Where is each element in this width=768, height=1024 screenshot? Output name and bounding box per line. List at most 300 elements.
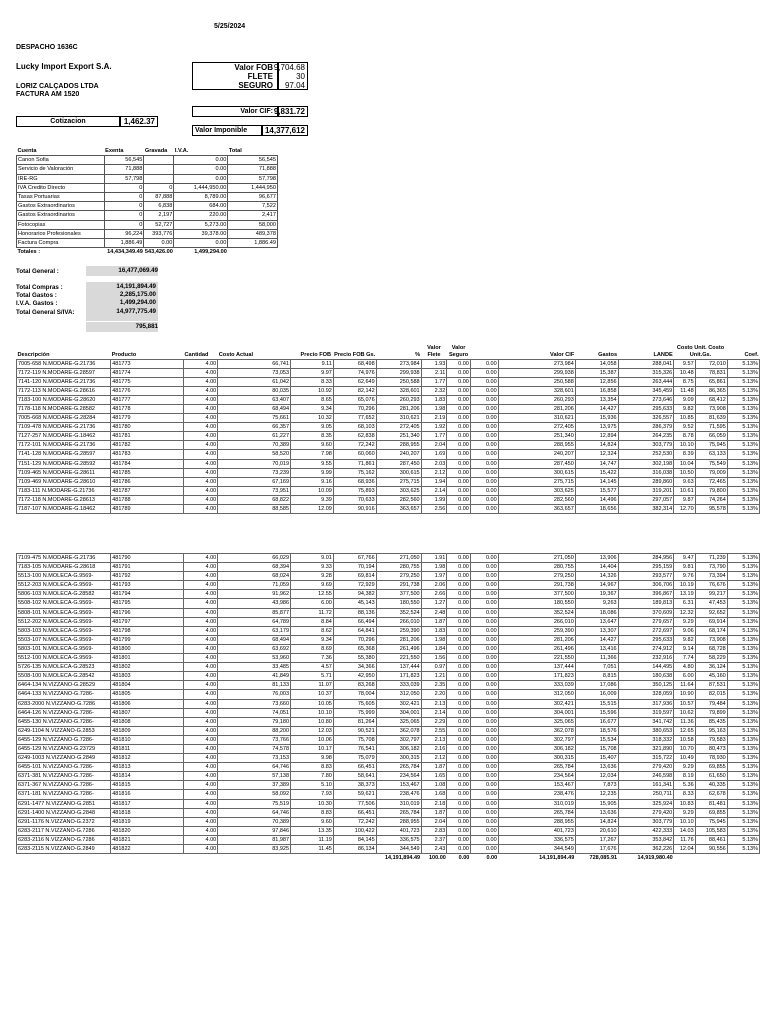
detail-cell: 481819 (111, 817, 184, 826)
detail-cell: 71,595 (695, 423, 727, 432)
detail-cell: 66,029 (218, 554, 291, 563)
detail-cell: 401,723 (498, 826, 575, 835)
detail-cell: 2.37 (421, 835, 447, 844)
detail-cell: 17,676 (575, 845, 618, 854)
detail-cell: 481778 (111, 404, 184, 413)
detail-cell: 11.36 (674, 717, 695, 726)
detail-cell: 4.00 (184, 817, 218, 826)
detail-cell: 0.00 (447, 359, 471, 368)
detail-cell: 281,206 (498, 404, 575, 413)
detail-cell: 9.55 (291, 459, 334, 468)
detail-cell: 279,420 (618, 808, 674, 817)
detail-header: % (415, 351, 421, 358)
detail-cell: 0.00 (447, 505, 471, 514)
detail-cell: 11.19 (291, 835, 334, 844)
detail-cell: 481802 (111, 663, 184, 672)
gastos-cell: IVA Credito Directo (17, 183, 105, 192)
detail-cell: 315,326 (618, 368, 674, 377)
detail-cell: 8.84 (291, 617, 334, 626)
detail-cell: 10.57 (674, 699, 695, 708)
detail-cell: 75,999 (333, 708, 376, 717)
detail-cell: 0.00 (447, 644, 471, 653)
detail-cell: 481818 (111, 808, 184, 817)
detail-cell: 86,134 (333, 845, 376, 854)
detail-cell: 286,379 (618, 423, 674, 432)
detail-cell: 4.00 (184, 735, 218, 744)
gastos-row (17, 211, 278, 220)
gastos-cell: 0 (144, 183, 174, 192)
detail-cell: 4.00 (184, 826, 218, 835)
detail-cell: 41,849 (218, 672, 291, 681)
detail-cell: 328,059 (618, 690, 674, 699)
detail-cell: 9.09 (674, 395, 695, 404)
detail-cell: 0.00 (447, 681, 471, 690)
detail-cell: 266,010 (498, 617, 575, 626)
detail-cell: 345,459 (618, 386, 674, 395)
detail-cell: 34,366 (333, 663, 376, 672)
detail-cell: 2.83 (421, 826, 447, 835)
detail-cell: 6464-126 N.VIZZANO-G.7286- (17, 708, 111, 717)
detail-table-1 (16, 343, 760, 514)
detail-cell: 9,263 (575, 599, 618, 608)
detail-cell: 79,899 (695, 708, 727, 717)
detail-cell: 481773 (111, 359, 184, 368)
detail-cell: 57,138 (218, 772, 291, 781)
detail-cell: 75,162 (333, 468, 376, 477)
detail-cell: 9.76 (674, 572, 695, 581)
detail-cell: 10.85 (674, 414, 695, 423)
detail-row (17, 386, 760, 395)
gastos-cell: 52,727 (144, 220, 174, 229)
detail-cell: 274,912 (618, 644, 674, 653)
detail-cell: 279,250 (376, 572, 421, 581)
detail-cell: 5.13% (727, 654, 759, 663)
detail-cell: 310,019 (498, 799, 575, 808)
detail-cell: 9.87 (674, 495, 695, 504)
gastos-cell: Gastos Extraordinarios (17, 202, 105, 211)
detail-cell: 8.69 (291, 644, 334, 653)
detail-cell: 15,407 (575, 754, 618, 763)
detail-cell: 7.74 (674, 654, 695, 663)
detail-cell: 260,293 (498, 395, 575, 404)
detail-cell: 5.13% (727, 386, 759, 395)
gastos-header: I.V.A. (174, 148, 189, 154)
detail-cell: 0.00 (447, 826, 471, 835)
gastos-cell: 71,888 (228, 165, 278, 174)
detail-cell: 481785 (111, 468, 184, 477)
detail-cell: 153,467 (498, 781, 575, 790)
detail-cell: 5.13% (727, 608, 759, 617)
detail-cell: 250,711 (618, 790, 674, 799)
detail-cell: 293,577 (618, 572, 674, 581)
detail-cell: 99,217 (695, 590, 727, 599)
detail-cell: 481797 (111, 617, 184, 626)
detail-cell: 66,059 (695, 432, 727, 441)
detail-cell: 75,708 (333, 735, 376, 744)
detail-cell: 10.09 (291, 486, 334, 495)
detail-cell: 0.00 (447, 608, 471, 617)
detail-cell: 2.29 (421, 717, 447, 726)
detail-total-cell: 0.00 (458, 855, 470, 862)
detail-cell: 481777 (111, 395, 184, 404)
gastos-row (17, 174, 278, 183)
detail-cell: 0.00 (447, 799, 471, 808)
detail-cell: 0.00 (470, 599, 498, 608)
detail-cell: 73,790 (695, 563, 727, 572)
gastos-total-cell: 1,499,294.00 (194, 249, 227, 256)
detail-cell: 1.27 (421, 599, 447, 608)
detail-row (17, 635, 760, 644)
detail-row (17, 717, 760, 726)
detail-total-cell: 100.00 (428, 855, 446, 862)
detail-cell: 5.13% (727, 690, 759, 699)
detail-cell: 0.00 (447, 817, 471, 826)
detail-cell: 0.00 (470, 735, 498, 744)
detail-cell: 6455-129 N.VIZZANO-G.23729 (17, 744, 111, 753)
detail-cell: 7.98 (291, 450, 334, 459)
gastos-cell: 684.00 (174, 202, 228, 211)
detail-cell: 8.83 (291, 808, 334, 817)
detail-cell: 4.00 (184, 590, 218, 599)
detail-cell: 291,738 (376, 581, 421, 590)
detail-cell: 1.84 (421, 644, 447, 653)
gastos-cell: 96,677 (228, 193, 278, 202)
detail-cell: 238,476 (376, 790, 421, 799)
detail-cell: 325,924 (618, 799, 674, 808)
detail-cell: 36,124 (695, 663, 727, 672)
detail-cell: 1.97 (421, 572, 447, 581)
detail-cell: 7005-658 N.MODARE-G.21736 (17, 359, 111, 368)
detail-cell: 380,653 (618, 726, 674, 735)
detail-cell: 9.60 (291, 441, 334, 450)
detail-cell: 0.00 (470, 608, 498, 617)
detail-cell: 8.33 (674, 790, 695, 799)
detail-cell: 9.33 (291, 563, 334, 572)
detail-cell: 2.04 (421, 817, 447, 826)
detail-cell: 5.13% (727, 441, 759, 450)
detail-cell: 5.13% (727, 817, 759, 826)
detail-cell: 481776 (111, 386, 184, 395)
detail-cell: 14,824 (575, 441, 618, 450)
detail-cell: 302,198 (618, 459, 674, 468)
detail-cell: 352,524 (376, 608, 421, 617)
detail-cell: 281,206 (376, 635, 421, 644)
detail-row (17, 617, 760, 626)
detail-cell: 83,925 (218, 845, 291, 854)
gastos-header: Cuenta (17, 148, 37, 154)
detail-cell: 91,962 (218, 590, 291, 599)
gastos-cell: 1,886.49 (104, 239, 144, 248)
cotizacion-value-box (120, 116, 158, 127)
detail-cell: 0.00 (447, 377, 471, 386)
detail-cell: 19,367 (575, 590, 618, 599)
detail-cell: 68,103 (333, 423, 376, 432)
detail-total-cell: 14,919,980.40 (637, 855, 673, 862)
detail-cell: 5806-103 N.MOLECA-G.28582 (17, 590, 111, 599)
detail-cell: 0.00 (447, 772, 471, 781)
detail-header: Costo Unit. (676, 344, 707, 351)
detail-cell: 344,549 (376, 845, 421, 854)
detail-cell: 275,715 (498, 477, 575, 486)
cif-label: Valor CIF: (240, 108, 273, 115)
detail-cell: 288,041 (618, 359, 674, 368)
detail-cell: 7178-118 N.MODARE-G.28582 (17, 404, 111, 413)
detail-cell: 300,615 (376, 468, 421, 477)
detail-cell: 300,315 (498, 754, 575, 763)
detail-cell: 303,625 (376, 486, 421, 495)
gastos-cell: 6,838 (144, 202, 174, 211)
detail-cell: 1.99 (421, 495, 447, 504)
gastos-cell: Fotocopias (17, 220, 105, 229)
detail-cell: 5808-101 N.MOLECA-G.9569- (17, 608, 111, 617)
detail-cell: 7,873 (575, 781, 618, 790)
detail-cell: 9.34 (291, 635, 334, 644)
detail-cell: 0.00 (470, 681, 498, 690)
detail-cell: 37,389 (218, 781, 291, 790)
detail-row (17, 495, 760, 504)
detail-cell: 271,050 (498, 554, 575, 563)
detail-cell: 68,394 (218, 563, 291, 572)
detail-cell: 85,435 (695, 717, 727, 726)
detail-cell: 272,405 (498, 423, 575, 432)
detail-cell: 265,784 (376, 808, 421, 817)
detail-cell: 0.00 (470, 699, 498, 708)
detail-cell: 4.00 (184, 386, 218, 395)
detail-cell: 2.48 (421, 608, 447, 617)
detail-cell: 171,823 (498, 672, 575, 681)
gastos-totals-row (17, 248, 278, 257)
detail-cell: 15,905 (575, 799, 618, 808)
detail-row (17, 563, 760, 572)
detail-row (17, 414, 760, 423)
detail-row (17, 608, 760, 617)
detail-cell: 12.65 (674, 726, 695, 735)
detail-cell: 5.13% (727, 581, 759, 590)
detail-cell: 5.13% (727, 726, 759, 735)
detail-cell: 0.00 (447, 790, 471, 799)
detail-cell: 18,656 (575, 505, 618, 514)
cotizacion-label: Cotizacion (50, 118, 86, 125)
detail-cell: 72,465 (695, 477, 727, 486)
detail-cell: 68,024 (218, 572, 291, 581)
detail-cell: 481808 (111, 717, 184, 726)
detail-cell: 10.32 (291, 414, 334, 423)
detail-cell: 481812 (111, 754, 184, 763)
detail-cell: 72,010 (695, 359, 727, 368)
detail-row (17, 699, 760, 708)
detail-cell: 263,444 (618, 377, 674, 386)
detail-cell: 7.80 (291, 772, 334, 781)
detail-cell: 10.90 (674, 690, 695, 699)
detail-cell: 325,065 (376, 717, 421, 726)
detail-cell: 4.00 (184, 781, 218, 790)
detail-cell: 0.00 (470, 423, 498, 432)
detail-cell: 0.00 (470, 799, 498, 808)
detail-cell: 5.13% (727, 563, 759, 572)
detail-row (17, 377, 760, 386)
cif-value-box (273, 106, 308, 117)
gastos-cell: Gastos Extraordinarios (17, 211, 105, 220)
despacho-title: DESPACHO 1636C (16, 44, 78, 51)
detail-cell: 5803-101 N.MOLECA-G.9569- (17, 644, 111, 653)
detail-cell: 137,444 (376, 663, 421, 672)
detail-cell: 5.13% (727, 835, 759, 844)
detail-cell: 7151-129 N.MODARE-G.28592 (17, 459, 111, 468)
detail-cell: 304,001 (376, 708, 421, 717)
detail-cell: 6.00 (291, 599, 334, 608)
detail-cell: 0.00 (447, 486, 471, 495)
gastos-cell: 1,444,950.00 (174, 183, 228, 192)
detail-cell: 73,908 (695, 404, 727, 413)
detail-cell: 69,855 (695, 763, 727, 772)
detail-cell: 261,496 (498, 644, 575, 653)
detail-cell: 5.13% (727, 368, 759, 377)
detail-cell: 0.00 (470, 414, 498, 423)
detail-cell: 288,955 (376, 817, 421, 826)
detail-cell: 76,541 (333, 744, 376, 753)
detail-row (17, 672, 760, 681)
detail-cell: 6455-130 N.VIZZANO-G.7286- (17, 717, 111, 726)
detail-cell: 350,125 (618, 681, 674, 690)
detail-cell: 13.19 (674, 590, 695, 599)
detail-cell: 0.00 (447, 423, 471, 432)
detail-cell: 5.13% (727, 845, 759, 854)
detail-cell: 0.00 (447, 432, 471, 441)
gastos-cell: 220.00 (174, 211, 228, 220)
gastos-header: Gravada (144, 148, 168, 154)
detail-header: Descripción (17, 351, 50, 358)
detail-cell: 7005-668 N.MODARE-G.28284 (17, 414, 111, 423)
detail-cell: 4.00 (184, 790, 218, 799)
detail-cell: 5.13% (727, 377, 759, 386)
detail-cell: 55,380 (333, 654, 376, 663)
gastos-cell: 71,888 (104, 165, 144, 174)
detail-cell: 481786 (111, 477, 184, 486)
detail-cell: 5.13% (727, 432, 759, 441)
detail-cell: 0.00 (447, 468, 471, 477)
detail-cell: 13,416 (575, 644, 618, 653)
gastos-cell (144, 156, 174, 165)
detail-cell: 0.00 (470, 432, 498, 441)
detail-cell: 8.62 (291, 626, 334, 635)
detail-cell: 481781 (111, 432, 184, 441)
detail-cell: 4.00 (184, 835, 218, 844)
detail-cell: 315,722 (618, 754, 674, 763)
detail-header: Precio FOB (300, 351, 332, 358)
detail-cell: 75,893 (333, 486, 376, 495)
gastos-row (17, 220, 278, 229)
detail-cell: 481798 (111, 626, 184, 635)
detail-cell: 299,938 (376, 368, 421, 377)
detail-cell: 318,332 (618, 735, 674, 744)
detail-cell: 68,822 (218, 495, 291, 504)
detail-cell: 10.58 (674, 735, 695, 744)
detail-cell: 481775 (111, 377, 184, 386)
detail-cell: 73,394 (695, 572, 727, 581)
detail-cell: 4.00 (184, 654, 218, 663)
detail-row (17, 477, 760, 486)
detail-cell: 63,407 (218, 395, 291, 404)
detail-totals-row (17, 854, 760, 863)
detail-cell: 12,034 (575, 772, 618, 781)
detail-cell: 13,636 (575, 808, 618, 817)
detail-cell: 5512-100 N.MOLECA-G.9569- (17, 654, 111, 663)
gastos-row (17, 202, 278, 211)
detail-cell: 79,484 (695, 699, 727, 708)
detail-cell: 4.00 (184, 468, 218, 477)
detail-cell: 481791 (111, 563, 184, 572)
detail-cell: 71,861 (333, 459, 376, 468)
detail-cell: 251,340 (498, 432, 575, 441)
detail-cell: 5.13% (727, 486, 759, 495)
detail-cell: 272,697 (618, 626, 674, 635)
summary-extra-value: 795,881 (86, 322, 158, 332)
detail-cell: 481810 (111, 735, 184, 744)
detail-row (17, 772, 760, 781)
detail-cell: 11.45 (291, 845, 334, 854)
detail-cell: 12,856 (575, 377, 618, 386)
detail-cell: 2.06 (421, 581, 447, 590)
detail-cell: 15,577 (575, 486, 618, 495)
detail-cell: 77,506 (333, 799, 376, 808)
detail-cell: 66,451 (333, 808, 376, 817)
detail-cell: 0.00 (447, 495, 471, 504)
detail-cell: 221,550 (498, 654, 575, 663)
gastos-row (17, 193, 278, 202)
detail-cell: 0.00 (470, 717, 498, 726)
detail-row (17, 708, 760, 717)
detail-cell: 0.00 (447, 477, 471, 486)
detail-cell: 58,229 (695, 654, 727, 663)
detail-cell: 83,268 (333, 681, 376, 690)
detail-cell: 288,955 (498, 441, 575, 450)
imponible-value-box (262, 125, 308, 136)
detail-cell: 291,738 (498, 581, 575, 590)
detail-row (17, 459, 760, 468)
detail-cell: 10.10 (674, 441, 695, 450)
detail-cell: 5.13% (727, 450, 759, 459)
detail-cell: 61,650 (695, 772, 727, 781)
detail-cell: 0.00 (447, 708, 471, 717)
detail-cell: 6455-129 N.VIZZANO-G.7286- (17, 735, 111, 744)
detail-cell: 6.00 (674, 672, 695, 681)
detail-cell: 180,638 (618, 672, 674, 681)
detail-cell: 81,987 (218, 835, 291, 844)
detail-total-cell: 14,191,894.49 (384, 855, 421, 862)
detail-cell: 10.05 (291, 699, 334, 708)
detail-cell: 0.00 (470, 672, 498, 681)
detail-cell: 4.00 (184, 690, 218, 699)
detail-cell: 5.13% (727, 459, 759, 468)
detail-cell: 481806 (111, 699, 184, 708)
detail-cell: 40,335 (695, 781, 727, 790)
detail-cell: 88,200 (218, 726, 291, 735)
detail-cell: 68,494 (218, 635, 291, 644)
gastos-cell: 96,224 (104, 229, 144, 238)
detail-cell: 481779 (111, 414, 184, 423)
detail-cell: 0.00 (470, 359, 498, 368)
detail-cell: 12.04 (674, 845, 695, 854)
detail-cell: 70,633 (333, 495, 376, 504)
detail-cell: 0.00 (470, 808, 498, 817)
detail-cell: 85,877 (218, 608, 291, 617)
detail-cell: 161,341 (618, 781, 674, 790)
detail-cell: 261,496 (376, 644, 421, 653)
detail-cell: 7.36 (291, 654, 334, 663)
detail-cell: 7109-478 N.MODARE-G.21736 (17, 423, 111, 432)
gastos-cell: 0 (104, 183, 144, 192)
detail-row (17, 726, 760, 735)
